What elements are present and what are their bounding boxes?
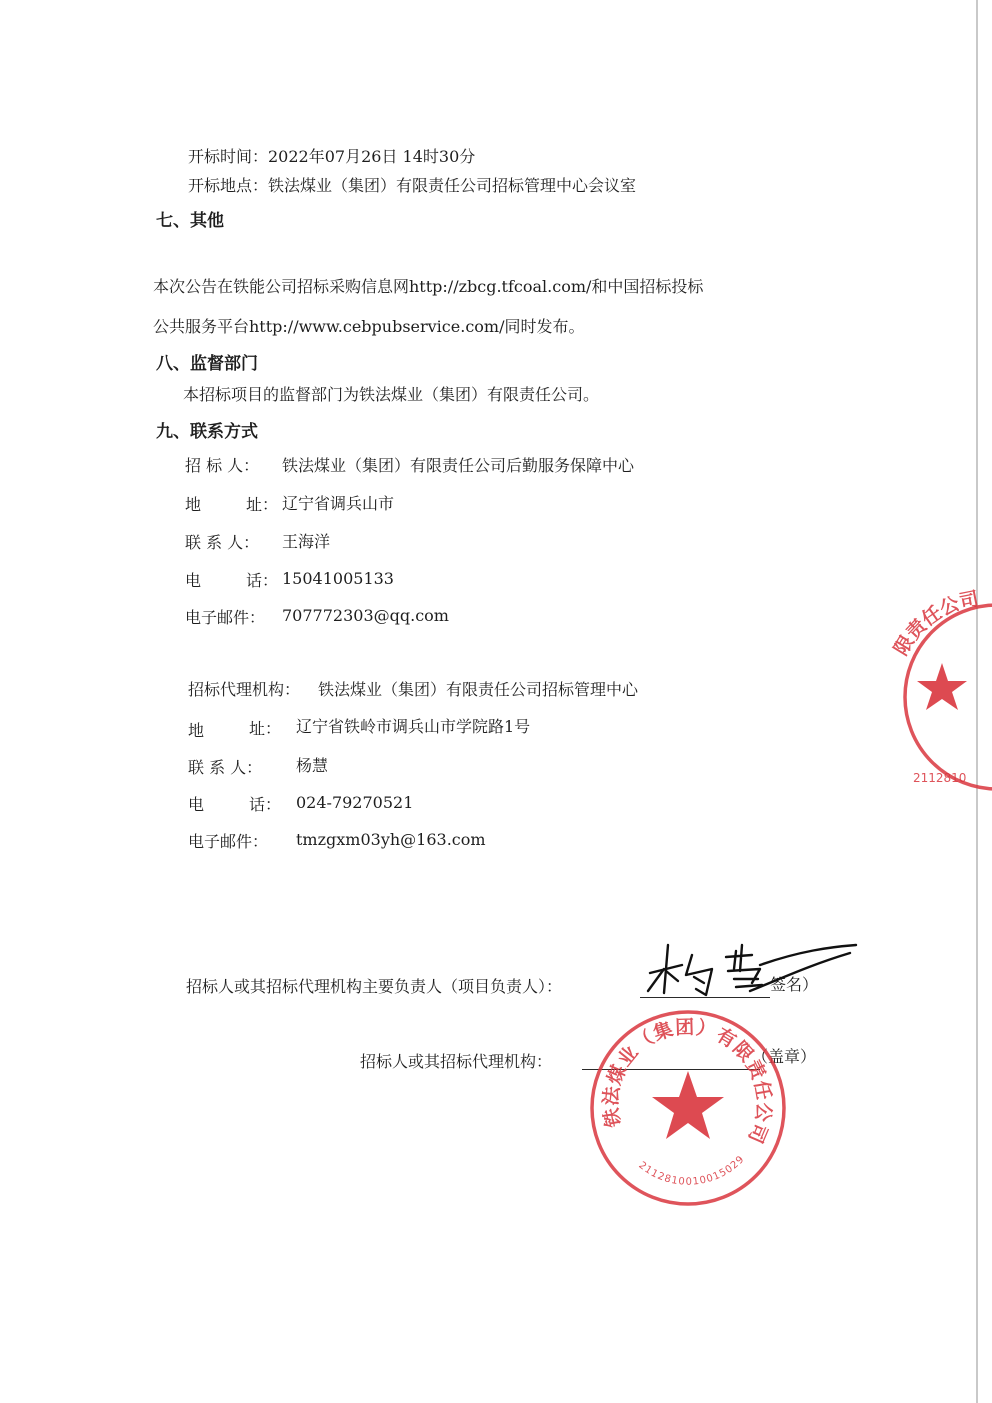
- opening-time: 开标时间：2022年07月26日 14时30分: [188, 147, 476, 166]
- tenderer-address-label-2: 址：: [246, 495, 279, 514]
- handwritten-signature: [630, 935, 860, 1005]
- section7-heading: 七、其他: [156, 211, 224, 231]
- agency-email-label: 电子邮件：: [188, 832, 269, 851]
- signature-label: 招标人或其招标代理机构主要负责人（项目负责人）：: [186, 977, 563, 996]
- tenderer-phone-label-1: 电: [185, 571, 202, 590]
- agency-contact-label: 联 系 人：: [188, 758, 263, 777]
- section9-heading: 九、联系方式: [156, 422, 258, 442]
- section7-para-line2: 公共服务平台http://www.cebpubservice.com/同时发布。: [153, 317, 585, 336]
- section7-para-line1: 本次公告在铁能公司招标采购信息网http://zbcg.tfcoal.com/和中国招标投标: [153, 277, 704, 296]
- agency-contact: 杨慧: [296, 756, 329, 775]
- tenderer-name-label: 招 标 人：: [185, 456, 260, 475]
- tenderer-name: 铁法煤业（集团）有限责任公司后勤服务保障中心: [282, 456, 635, 475]
- seal-suffix: （盖章）: [752, 1047, 817, 1066]
- seal-label: 招标人或其招标代理机构：: [360, 1052, 553, 1071]
- tenderer-address-label-1: 地: [185, 495, 202, 514]
- agency-address: 辽宁省铁岭市调兵山市学院路1号: [296, 717, 531, 736]
- svg-text:2112810010015029: [636, 1154, 747, 1188]
- edge-seal-text: 限责任公司: [890, 587, 981, 660]
- agency-phone: 024-79270521: [296, 793, 414, 812]
- tenderer-phone: 15041005133: [282, 569, 394, 588]
- agency-phone-label-2: 话：: [249, 795, 282, 814]
- agency-phone-label-1: 电: [188, 795, 205, 814]
- agency-email: tmzgxm03yh@163.com: [296, 830, 486, 849]
- agency-name: 铁法煤业（集团）有限责任公司招标管理中心: [318, 680, 639, 699]
- tenderer-email-label: 电子邮件：: [185, 608, 266, 627]
- agency-address-label-1: 地: [188, 721, 205, 740]
- main-seal-number: 2112810010015029: [636, 1153, 748, 1188]
- agency-name-label: 招标代理机构：: [188, 680, 301, 699]
- main-seal-text: 铁法煤业（集团）有限责任公司招标管理中心: [572, 986, 776, 1148]
- tenderer-email: 707772303@qq.com: [282, 606, 449, 625]
- tenderer-contact: 王海洋: [282, 532, 331, 551]
- opening-place: 开标地点：铁法煤业（集团）有限责任公司招标管理中心会议室: [188, 176, 637, 195]
- main-seal-stamp: [572, 986, 793, 1213]
- edge-seal-number: 2112810: [913, 771, 967, 785]
- section8-text: 本招标项目的监督部门为铁法煤业（集团）有限责任公司。: [183, 385, 600, 404]
- tenderer-contact-label: 联 系 人：: [185, 533, 260, 552]
- tenderer-address: 辽宁省调兵山市: [282, 494, 395, 513]
- edge-seal-stamp: [890, 587, 992, 797]
- agency-address-label-2: 址：: [249, 719, 282, 738]
- svg-text:限责任公司: [890, 588, 980, 660]
- signature-suffix: 签名）: [770, 975, 819, 994]
- tenderer-phone-label-2: 话：: [246, 571, 279, 590]
- section8-heading: 八、监督部门: [156, 354, 258, 374]
